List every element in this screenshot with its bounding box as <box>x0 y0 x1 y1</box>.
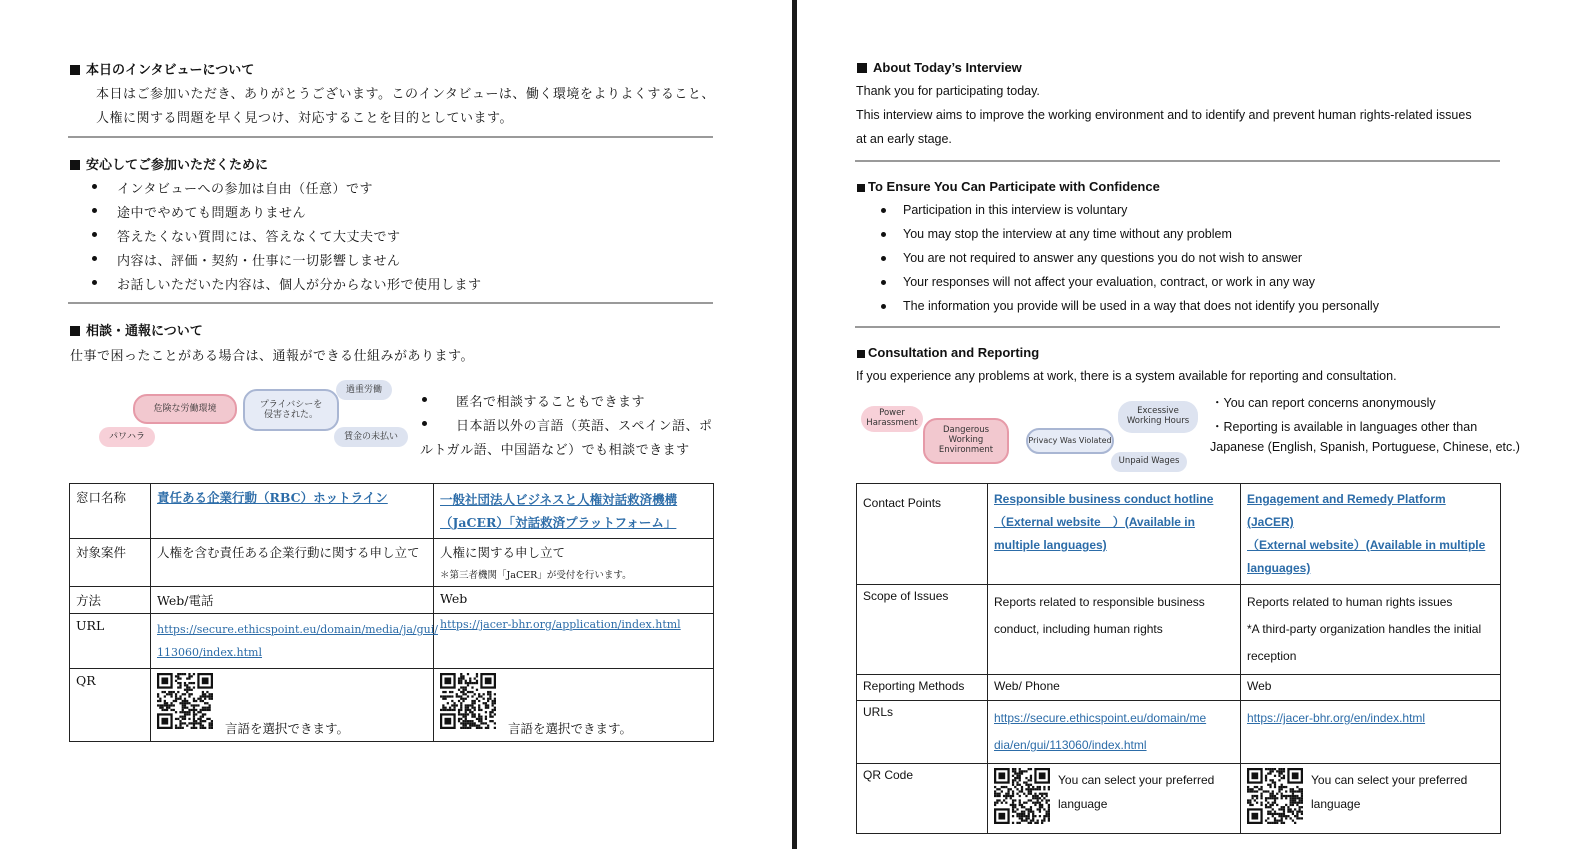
bubble-privacy: Privacy Was Violated <box>1026 428 1114 454</box>
scope-note: ＊第三者機関「JaCER」が受付を行います。 <box>440 570 632 581</box>
table-cell: Web <box>434 587 714 614</box>
rbc-url-link-cont[interactable]: dia/en/gui/113060/index.html <box>994 738 1147 752</box>
about-text-line-3-en: at an early stage. <box>856 132 952 146</box>
bubble-privacy: プライバシーを 侵害された。 <box>243 389 339 431</box>
table-cell <box>151 484 434 539</box>
table-cell <box>988 701 1241 764</box>
table-label: Contact Points <box>857 484 988 585</box>
about-text-line-2-ja: 人権に関する問題を早く見つけ、対応することを目的としています。 <box>96 111 513 126</box>
confidence-heading-ja: 安心してご参加いただくために <box>70 154 268 173</box>
rbc-url-link[interactable]: https://secure.ethicspoint.eu/domain/media/ja/gui/ <box>157 623 438 636</box>
table-cell <box>434 539 714 587</box>
bubble-dangerous-work: 危険な労働環境 <box>133 394 237 424</box>
bubble-power-harassment: Power Harassment <box>861 406 923 432</box>
bubble-unpaid-wages: 賃金の未払い <box>334 427 408 447</box>
table-cell: Web/電話 <box>151 587 434 614</box>
table-label: Reporting Methods <box>857 675 988 701</box>
rbc-hotline-link[interactable]: 責任ある企業行動（RBC）ホットライン <box>157 490 388 505</box>
bullet-icon <box>881 304 886 309</box>
language-note-ja-cont: ルトガル語、中国語など）でも相談できます <box>420 443 690 458</box>
bullet-icon <box>881 256 886 261</box>
table-label: QR <box>70 669 151 742</box>
scope-text: 人権に関する申し立て <box>440 545 566 560</box>
consult-intro-en: If you experience any problems at work, there is a system available for reporting and consultation. <box>856 369 1397 383</box>
about-text-line-2-en: This interview aims to improve the working environment and to identify and prevent human rights-related issues <box>856 108 1472 122</box>
about-text-line-1-ja: 本日はご参加いただき、ありがとうございます。このインタビューは、働く環境をよりよくすること、 <box>96 87 715 102</box>
qr-code-icon[interactable] <box>994 768 1050 824</box>
rbc-hotline-link-cont[interactable]: multiple languages) <box>994 538 1107 552</box>
bullet-icon <box>881 280 886 285</box>
square-bullet-icon <box>857 63 867 73</box>
qr-caption: You can select your preferred language <box>1058 773 1215 811</box>
qr-code-icon[interactable] <box>157 673 213 729</box>
confidence-bullet-ja: 答えたくない質問には、答えなくて大丈夫です <box>117 230 401 245</box>
bubble-dangerous-work: Dangerous Working Environment <box>923 418 1009 464</box>
section-divider <box>68 302 713 304</box>
table-label: 窓口名称 <box>70 484 151 539</box>
bubble-unpaid-wages: Unpaid Wages <box>1111 452 1187 472</box>
jacer-platform-link-cont[interactable]: languages) <box>1247 561 1311 575</box>
qr-caption: 言語を選択できます。 <box>508 721 633 736</box>
jacer-url-link[interactable]: https://jacer-bhr.org/en/index.html <box>1247 711 1426 725</box>
jacer-platform-link[interactable]: 一般社団法人ビジネスと人権対話救済機構 <box>440 492 678 507</box>
square-bullet-icon <box>857 184 865 192</box>
anonymous-note-ja: 匿名で相談することもできます <box>456 395 646 410</box>
square-bullet-icon <box>70 65 80 75</box>
table-label: 対象案件 <box>70 539 151 587</box>
bubble-power-harassment: パワハラ <box>99 427 155 447</box>
confidence-bullet-en: Participation in this interview is voluntary <box>903 203 1128 217</box>
about-heading-en: About Today’s Interview <box>857 60 1022 75</box>
section-divider <box>855 326 1500 328</box>
bubble-excessive-hours: Excessive Working Hours <box>1118 401 1198 433</box>
scope-note: *A third-party organization handles the initial <box>1247 622 1482 636</box>
table-cell <box>151 614 438 669</box>
table-cell: 人権を含む責任ある企業行動に関する申し立て <box>151 539 434 587</box>
table-cell: Web <box>1241 675 1501 701</box>
jacer-platform-link[interactable]: Engagement and Remedy Platform (JaCER) <box>1247 492 1446 529</box>
bubble-overwork: 過重労働 <box>336 380 392 400</box>
bullet-icon <box>881 208 886 213</box>
bullet-icon <box>422 421 427 426</box>
bullet-icon <box>881 232 886 237</box>
table-label: QR Code <box>857 764 988 834</box>
confidence-bullet-en: Your responses will not affect your evaluation, contract, or work in any way <box>903 275 1316 289</box>
language-note-ja: 日本語以外の言語（英語、スペイン語、ポ <box>456 419 713 434</box>
table-cell <box>434 614 714 669</box>
qr-code-icon[interactable] <box>440 673 496 729</box>
language-note-en-cont: Japanese (English, Spanish, Portuguese, Chinese, etc.) <box>1210 440 1520 454</box>
english-page <box>797 0 1584 849</box>
language-note-en: ・Reporting is available in languages other than <box>1211 420 1478 434</box>
table-cell <box>1241 484 1501 585</box>
table-cell <box>1241 585 1501 675</box>
rbc-url-link-cont[interactable]: 113060/index.html <box>157 646 263 659</box>
bullet-icon <box>92 280 97 285</box>
confidence-bullet-ja: お話しいただいた内容は、個人が分からない形で使用します <box>117 278 482 293</box>
confidence-bullet-ja: 途中でやめても問題ありません <box>117 206 307 221</box>
section-divider <box>855 160 1500 162</box>
table-cell <box>988 764 1241 834</box>
square-bullet-icon <box>857 350 865 358</box>
table-cell <box>1241 764 1501 834</box>
about-text-line-1-en: Thank you for participating today. <box>856 84 1040 98</box>
table-cell <box>151 669 434 742</box>
table-label: URL <box>70 614 151 669</box>
scope-note-cont: reception <box>1247 649 1297 663</box>
confidence-bullet-ja: 内容は、評価・契約・仕事に一切影響しません <box>117 254 401 269</box>
table-cell <box>1241 701 1501 764</box>
scope-text: Reports related to human rights issues <box>1247 595 1453 609</box>
table-cell <box>434 484 714 539</box>
scope-text-cont: conduct, including human rights <box>994 622 1163 636</box>
consult-intro-ja: 仕事で困ったことがある場合は、通報ができる仕組みがあります。 <box>70 349 474 364</box>
square-bullet-icon <box>70 326 80 336</box>
bullet-icon <box>92 232 97 237</box>
table-cell: Web/ Phone <box>988 675 1241 701</box>
confidence-bullet-ja: インタビューへの参加は自由（任意）です <box>117 182 373 197</box>
table-cell <box>434 669 714 742</box>
rbc-hotline-link-cont[interactable]: （External website ）(Available in <box>994 515 1195 529</box>
qr-code-icon[interactable] <box>1247 768 1303 824</box>
jacer-platform-link-cont[interactable]: （JaCER）「対話救済プラットフォーム」 <box>440 515 677 530</box>
confidence-heading-en: To Ensure You Can Participate with Confidence <box>857 179 1160 194</box>
contact-table-ja <box>69 483 714 742</box>
consult-heading-ja: 相談・通報について <box>70 320 203 339</box>
scope-text: Reports related to responsible business <box>994 595 1205 609</box>
qr-caption: 言語を選択できます。 <box>225 721 350 736</box>
anonymous-note-en: ・You can report concerns anonymously <box>1211 396 1436 410</box>
jacer-platform-link-cont[interactable]: （External website）(Available in multiple <box>1247 538 1486 552</box>
bullet-icon <box>422 397 427 402</box>
rbc-url-link[interactable]: https://secure.ethicspoint.eu/domain/me <box>994 711 1207 725</box>
consult-heading-en: Consultation and Reporting <box>857 345 1039 360</box>
table-label: 方法 <box>70 587 151 614</box>
bullet-icon <box>92 256 97 261</box>
table-cell <box>988 484 1241 585</box>
about-heading-ja: 本日のインタビューについて <box>70 59 254 78</box>
square-bullet-icon <box>70 160 80 170</box>
bullet-icon <box>92 208 97 213</box>
section-divider <box>68 136 713 138</box>
table-label: URLs <box>857 701 988 764</box>
confidence-bullet-en: The information you provide will be used in a way that does not identify you personally <box>903 299 1379 313</box>
jacer-url-link[interactable]: https://jacer-bhr.org/application/index.html <box>440 618 681 631</box>
table-cell <box>988 585 1241 675</box>
confidence-bullet-en: You may stop the interview at any time without any problem <box>903 227 1232 241</box>
confidence-bullet-en: You are not required to answer any questions you do not wish to answer <box>903 251 1303 265</box>
contact-table-en <box>856 483 1501 834</box>
rbc-hotline-link[interactable]: Responsible business conduct hotline <box>994 492 1214 506</box>
bullet-icon <box>92 184 97 189</box>
qr-caption: You can select your preferred language <box>1311 773 1468 811</box>
table-label: Scope of Issues <box>857 585 988 675</box>
